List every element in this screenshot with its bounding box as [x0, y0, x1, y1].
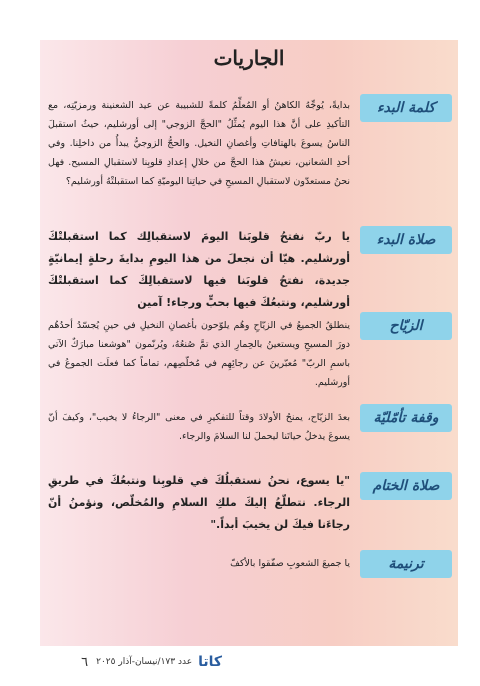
page-title: الجاريات — [213, 46, 285, 70]
section-label-procession: الزيّاح — [360, 312, 452, 340]
section-text-opening-prayer-body: يا ربّ نفتحُ قلوبَنا اليومَ لاستقبالِك كما استقبلتْكَ أورشليم. هيّا أن نجعلَ من هذا اليومِ بدايةَ رحلةٍ إيمانيّةٍ جديدة، نفتحُ قلوبَنا فيها لاستقبالِكَ كما استقبلتْكَ أورشليم، ونتبعُكَ فيها بحبٍّ ورجاء! آمين — [48, 230, 350, 309]
section-text-procession-body: ينطلقُ الجميعُ في الزيّاحِ وهُم يلوّحون بأغصانِ النخيلِ في حينِ يُجسّدُ أحدُهُم دورَ المسيحِ ويستعينُ بالحِمارِ الذي تمَّ صُنعُهُ، ويُرنّمون "هوشعنا مبارَكٌ الآتي باسمِ الربّ" مُعبّرينَ عن رجائِهِم في مُخلّصِهم، تماماً كما فعلَت الجموعُ في أورشليم. — [48, 320, 350, 388]
section-label-reflection: وقفة تأمّليّة — [360, 404, 452, 432]
section-text-opening-word-body: بدايةً، يُوجِّهُ الكاهنُ أو المُعلِّمُ كلمةً للشبيبة عن عيد الشعنينة ورمزيّتِه، مع التأكيدِ على أنَّ هذا اليوم يُمثِّلُ "الحجَّ الزوجي" إلى أورشليم، حيثُ استقبلَ الناسُ يسوعَ بالهتافاتِ وأغصانِ النخيل. والحجُّ الزوجيُّ يبدأُ من داخلِنا. وفي أحدِ الشعانين، نعيشُ هذا الحجَّ من خلالِ إعدادِ قلوبِنا لاستقبالِ المسيح. فهل نحنُ مستعدّون لاستقبالِ المسيحِ في حياتِنا اليوميّةِ كما استقبلتْهُ أورشليم؟ — [48, 100, 350, 187]
section-text-reflection — [48, 408, 450, 446]
section-text-hymn-body: يا جميعَ الشعوبِ صفّقوا بالأكفّ — [230, 558, 350, 569]
issue-info: عدد ١٧٣/نيسان-آذار ٢٠٢٥ — [96, 657, 193, 667]
section-label-opening-prayer: صلاة البدء — [360, 226, 452, 254]
footer — [42, 650, 222, 674]
page — [40, 40, 458, 646]
section-text-reflection-body: بعدَ الزيّاح، يمنحُ الأولادَ وقتاً للتفكيرِ في معنى "الرجاءُ لا يخيب"، وكيفَ أنّ يسوعَ يدخلُ حياتَنا ليحملَ لنا السلامَ والرجاء. — [48, 412, 350, 442]
section-label-hymn: ترنيمة — [360, 550, 452, 578]
section-text-procession — [48, 316, 450, 392]
section-text-hymn — [48, 554, 450, 573]
section-label-closing-prayer: صلاة الختام — [360, 472, 452, 500]
page-number: ٦ — [81, 654, 89, 670]
magazine-logo: كاتا — [198, 654, 222, 670]
section-text-closing-prayer — [48, 470, 450, 536]
section-label-opening-word: كلمة البدء — [360, 94, 452, 122]
section-text-opening-prayer — [48, 226, 450, 314]
section-text-closing-prayer-body: "يا يسوع، نحنُ نستقبلُكَ في قلوبِنا ونتبعُكَ في طريقِ الرجاء. نتطلّعُ إليكَ ملكِ السلامِ والمُخلّص، ونؤمنُ أنّ رجاءَنا فيكَ لن يخيبَ أبداً." — [48, 474, 350, 531]
section-text-opening-word — [48, 96, 450, 191]
